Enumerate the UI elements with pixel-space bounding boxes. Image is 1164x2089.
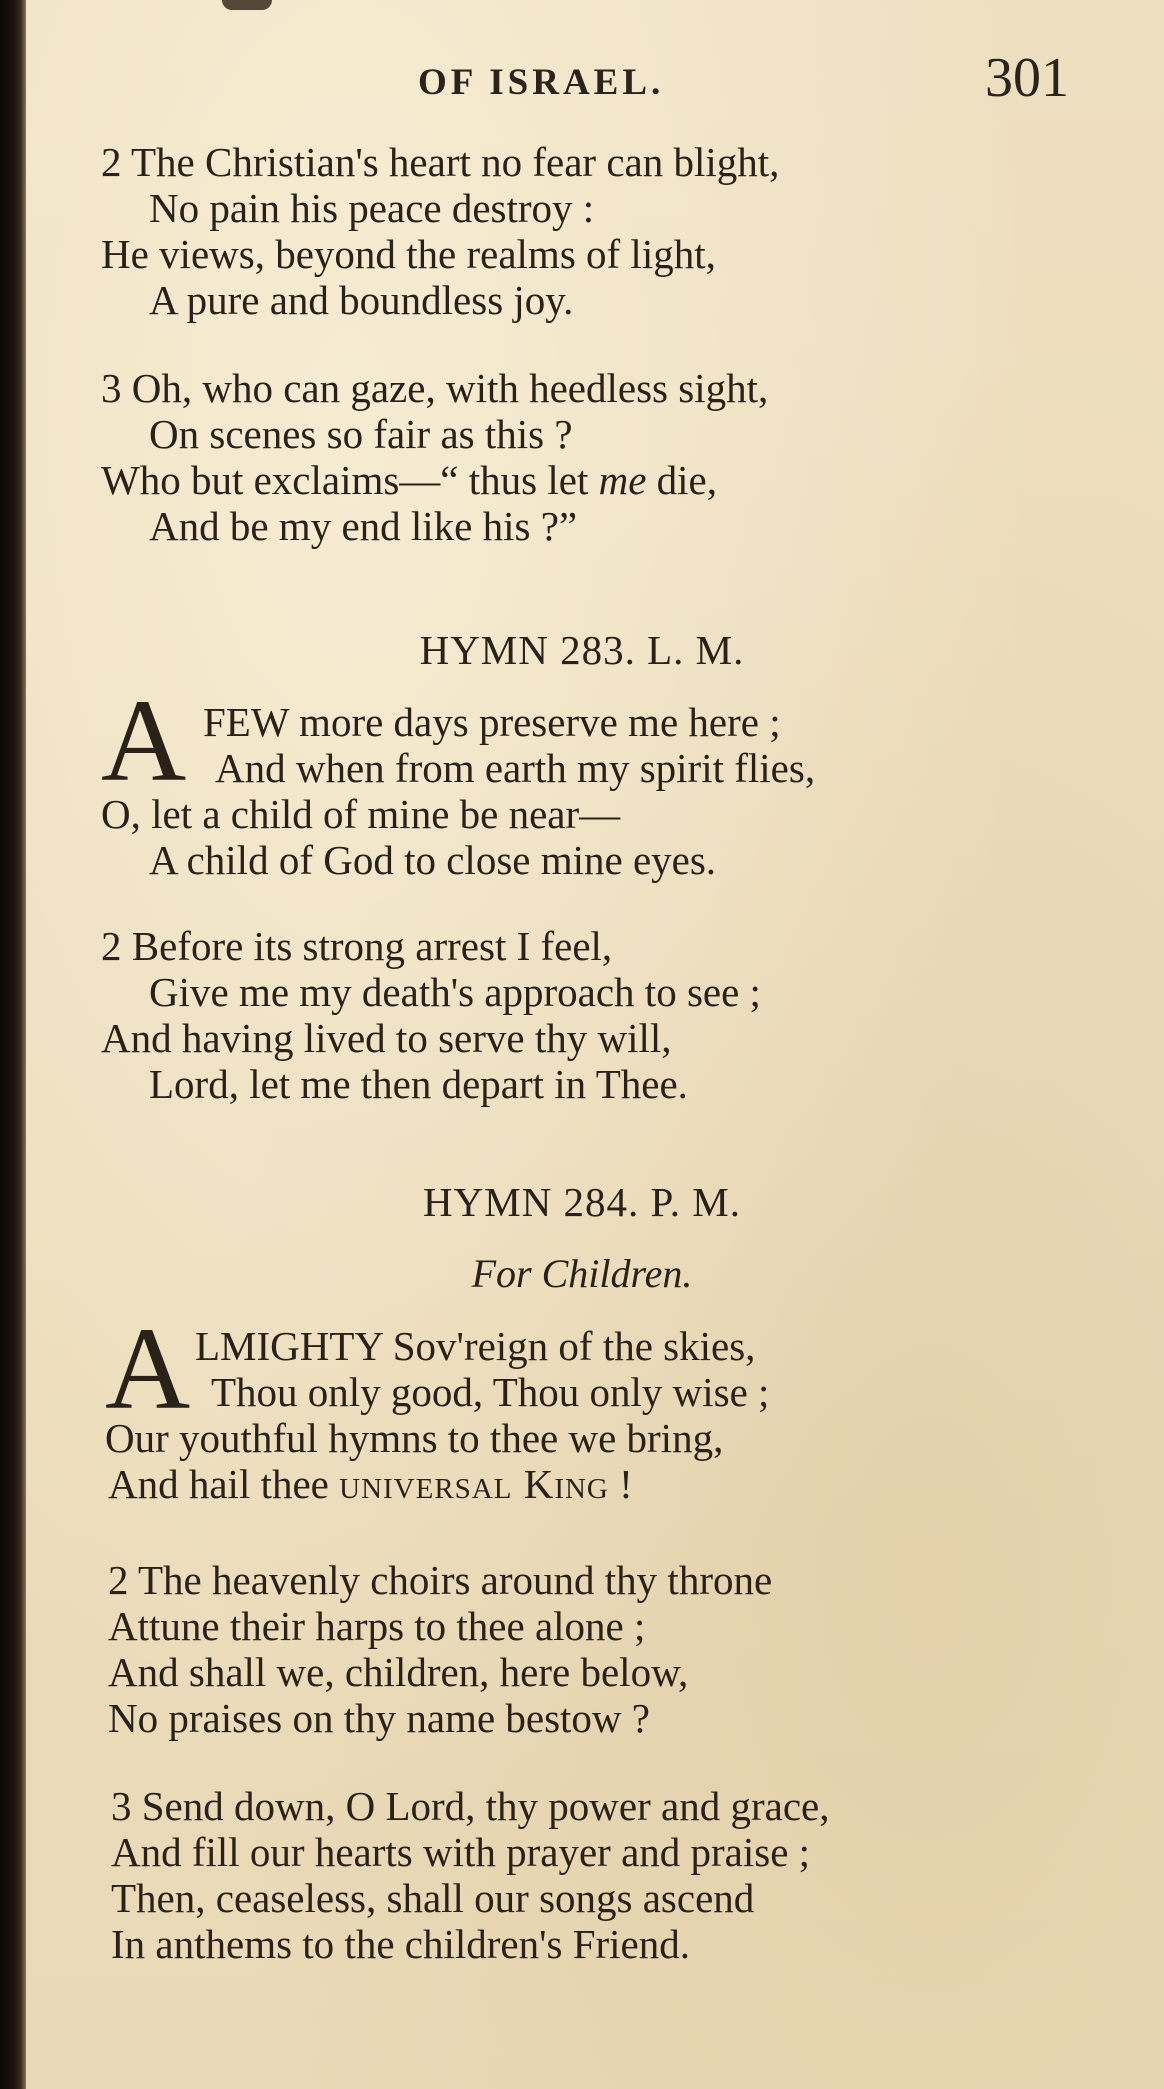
verse-line: And when from earth my spirit flies, (215, 745, 816, 791)
verse-line: 3 Send down, O Lord, thy power and grace, (111, 1783, 830, 1829)
verse-line: A pure and boundless joy. (149, 277, 574, 323)
verse-line: LMIGHTY Sov'reign of the skies, (195, 1323, 756, 1369)
page-number: 301 (985, 47, 1069, 109)
verse-text: die, (646, 457, 717, 503)
verse-line (108, 1460, 633, 1508)
hymn-subtitle: For Children. (471, 1251, 693, 1296)
emphasis-word: me (598, 457, 647, 503)
verse-line: Give me my death's approach to see ; (149, 969, 761, 1015)
verse-line: And shall we, children, here below, (108, 1649, 689, 1695)
verse-line: 2 Before its strong arrest I feel, (101, 923, 613, 969)
verse-line: He views, beyond the realms of light, (101, 231, 716, 277)
verse-line: No pain his peace destroy : (149, 185, 595, 231)
hymn-heading: HYMN 283. L. M. (419, 627, 745, 673)
hymn-heading: HYMN 284. P. M. (423, 1179, 741, 1225)
verse-line: 2 The Christian's heart no fear can blight, (101, 139, 780, 185)
verse-line: 2 The heavenly choirs around thy throne (108, 1557, 773, 1603)
drop-cap: A (101, 675, 187, 806)
verse-line: Lord, let me then depart in Thee. (149, 1061, 688, 1107)
verse-line: FEW more days preserve me here ; (203, 699, 781, 745)
verse-line: In anthems to the children's Friend. (111, 1921, 690, 1967)
drop-cap: A (105, 1303, 191, 1434)
verse-line: On scenes so fair as this ? (149, 411, 573, 457)
verse-text: And hail thee (108, 1461, 340, 1507)
verse-line: Attune their harps to thee alone ; (108, 1603, 646, 1649)
small-caps-text: universal King (339, 1461, 609, 1507)
verse-text: Who but exclaims—“ thus let (101, 457, 599, 503)
verse-line: No praises on thy name bestow ? (108, 1695, 650, 1741)
verse-line (101, 456, 717, 504)
running-head: OF ISRAEL. (418, 62, 665, 103)
book-spine-shadow (0, 0, 26, 2089)
verse-line: And having lived to serve thy will, (101, 1015, 672, 1061)
verse-line: O, let a child of mine be near— (101, 791, 621, 837)
verse-text: ! (608, 1461, 633, 1507)
page-header (0, 46, 1164, 109)
verse-line: Our youthful hymns to thee we bring, (105, 1415, 724, 1461)
verse-line: Then, ceaseless, shall our songs ascend (111, 1875, 755, 1921)
verse-line: Thou only good, Thou only wise ; (211, 1369, 770, 1415)
ink-blot (222, 0, 272, 10)
verse-line: A child of God to close mine eyes. (149, 837, 717, 883)
verse-line: And fill our hearts with prayer and praise ; (111, 1829, 811, 1875)
verse-line: 3 Oh, who can gaze, with heedless sight, (101, 365, 769, 411)
verse-line: And be my end like his ?” (149, 503, 578, 549)
